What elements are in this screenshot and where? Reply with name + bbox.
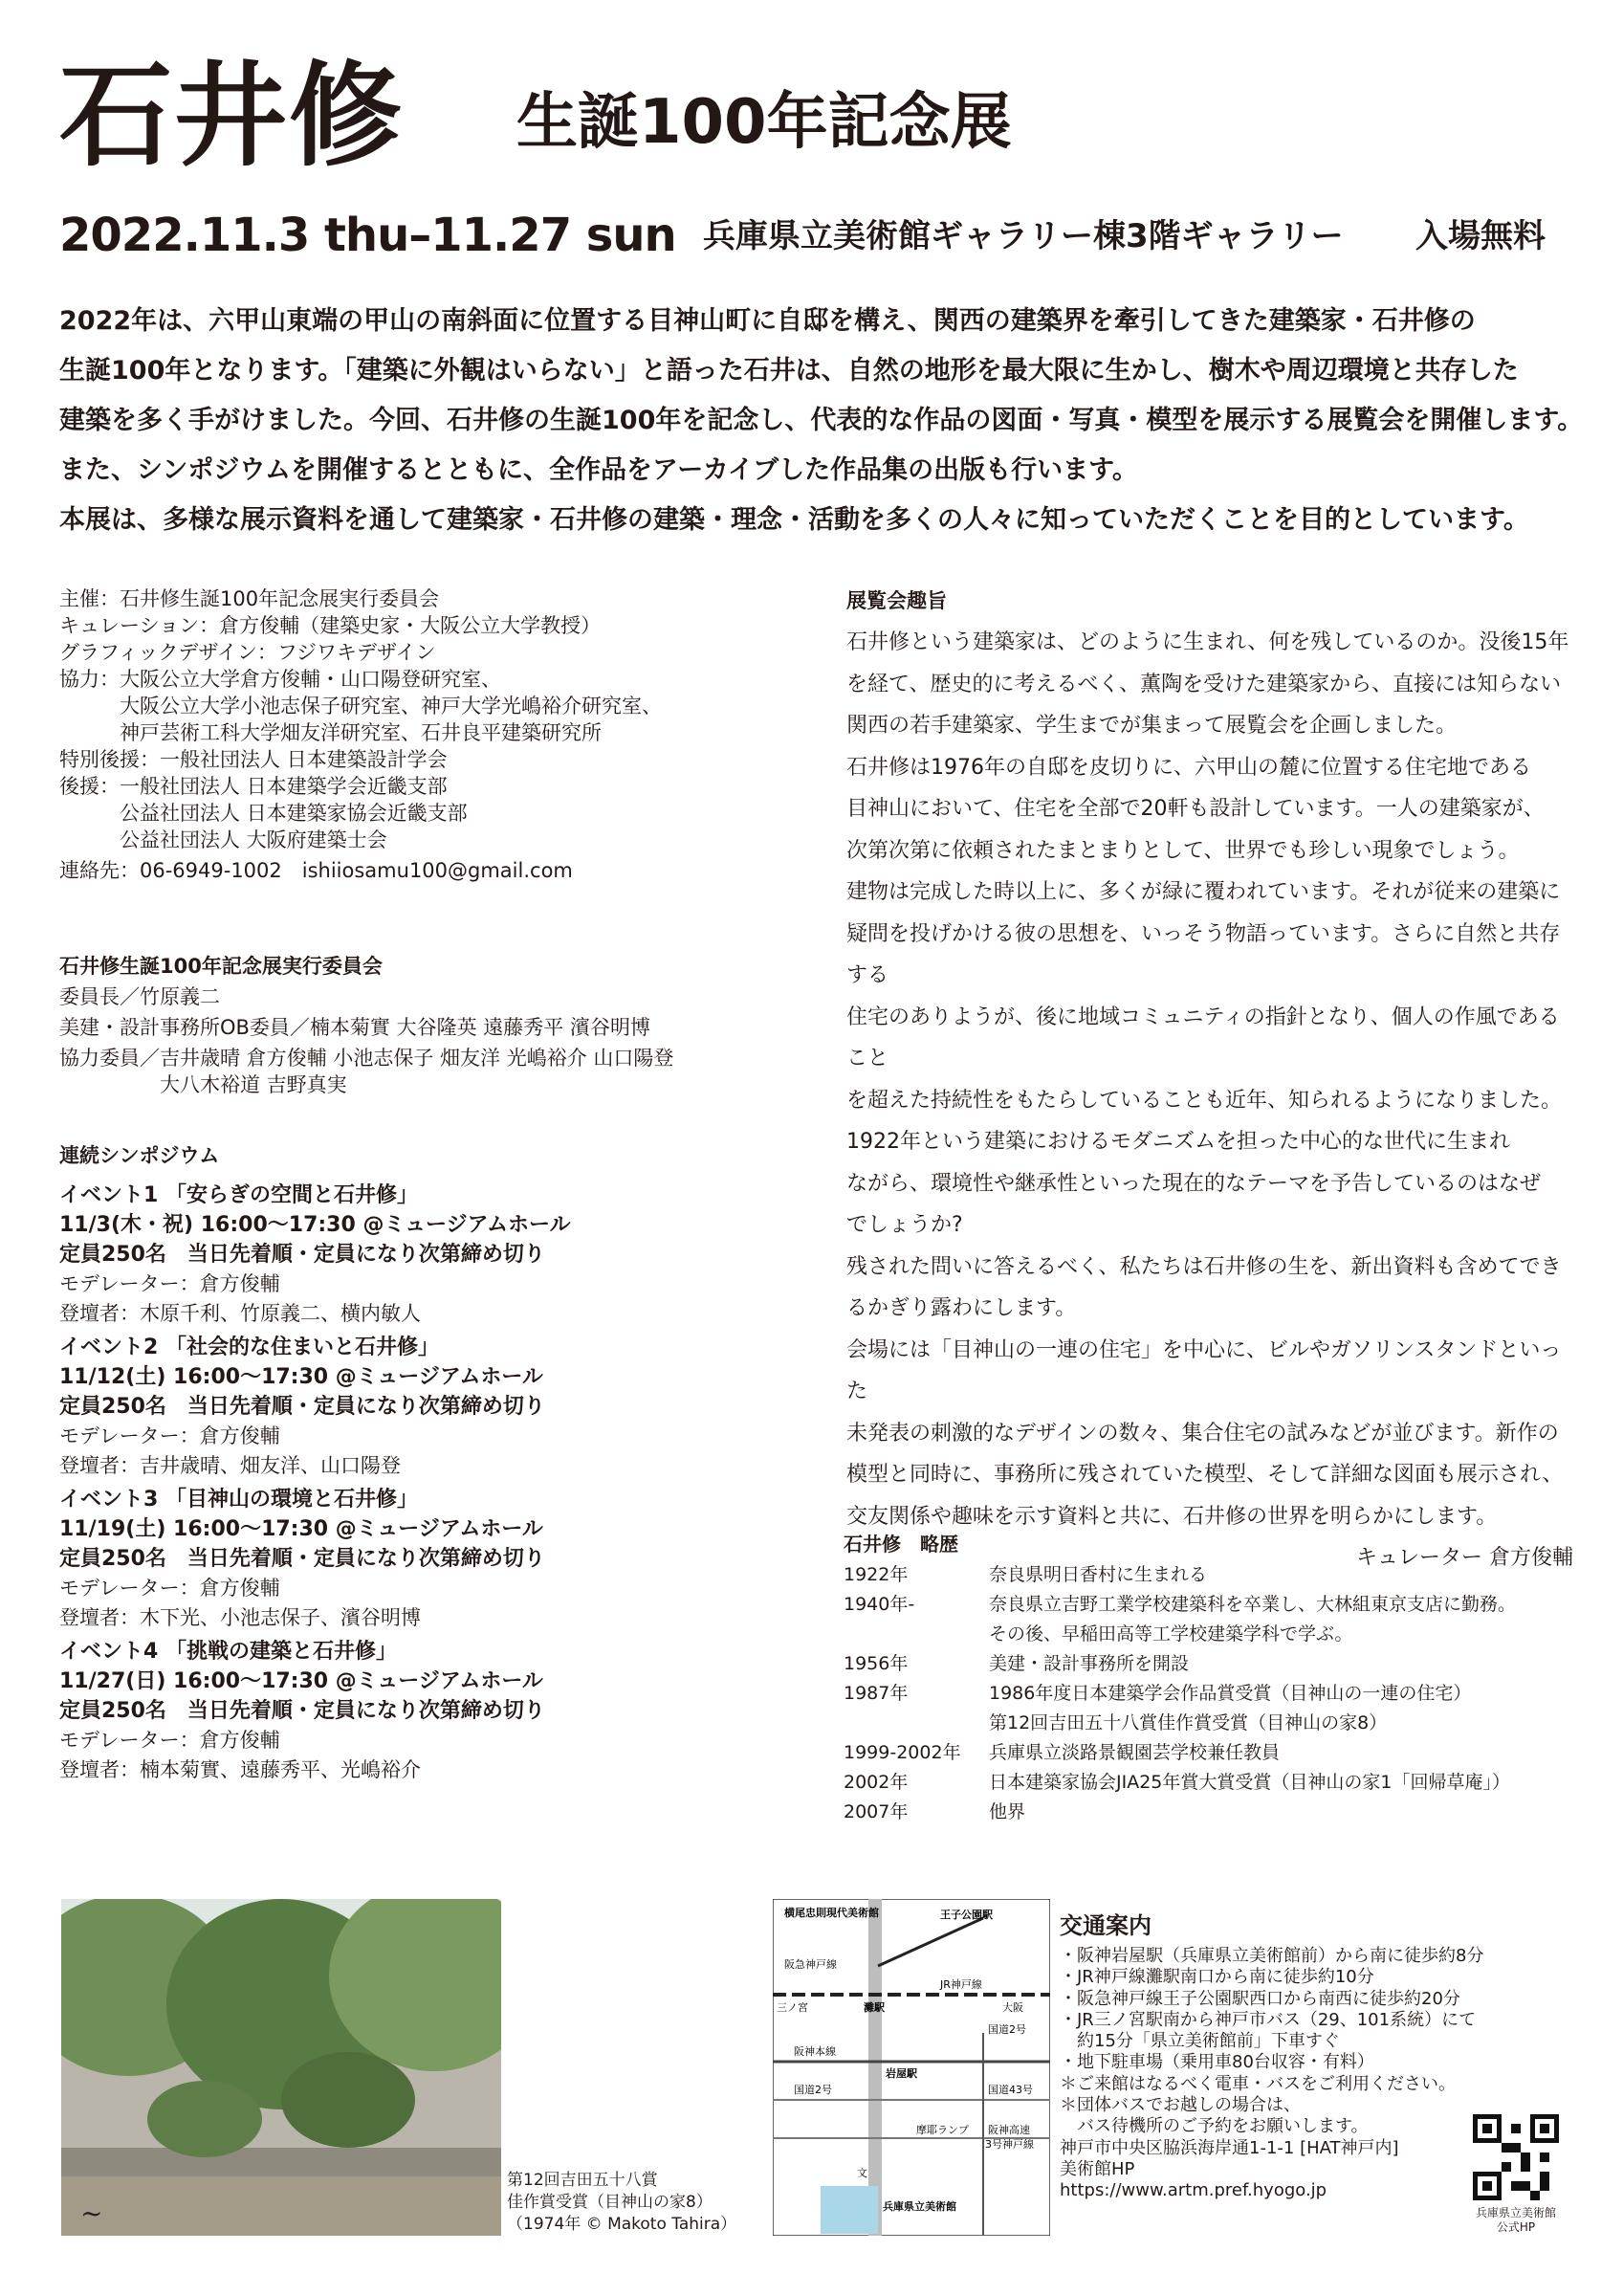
- map-label: 横尾忠則現代美術館: [784, 1907, 879, 1919]
- access-heading: 交通案内: [1060, 1912, 1151, 1939]
- credit-label: 協力：: [59, 668, 120, 691]
- bio-year: 1956年: [844, 1653, 909, 1674]
- committee-line: 美建・設計事務所OB委員／楠本菊實 大谷隆英 遠藤秀平 濱谷明博: [59, 1016, 650, 1039]
- curator-signature: キュレーター 倉方俊輔: [1356, 1546, 1573, 1570]
- concept-line: 未発表の刺激的なデザインの数々、集合住宅の試みなどが並びます。新作の: [846, 1421, 1559, 1446]
- map-label: 岩屋駅: [886, 2067, 917, 2080]
- concept-line: 住宅のありようが、後に地域コミュニティの指針となり、個人の作風であること: [846, 1004, 1560, 1071]
- museum-url-link[interactable]: https://www.artm.pref.hyogo.jp: [1060, 2180, 1327, 2201]
- bio-row: [844, 1620, 1516, 1649]
- bio-year: 2002年: [844, 1772, 909, 1793]
- event: [59, 1333, 786, 1481]
- event-capacity: 定員250名 当日先着順・定員になり次第締め切り: [59, 1243, 545, 1267]
- bio-text: 奈良県明日香村に生まれる: [989, 1564, 1208, 1585]
- intro-text: [59, 297, 1584, 545]
- contact-row: [59, 857, 786, 884]
- event-time: 11/12(土) 16:00～17:30 @ミュージアムホール: [59, 1365, 543, 1389]
- concept-line: 模型と同時に、事務所に残されていた模型、そして詳細な図面も展示され、: [846, 1463, 1564, 1487]
- access-line: 約15分「県立美術館前」下車すぐ: [1060, 2031, 1340, 2052]
- map-label: 阪神高速: [988, 2124, 1030, 2136]
- map-label: 3号神戸線: [985, 2138, 1034, 2151]
- access-line: ・阪神岩屋駅（兵庫県立美術館前）から南に徒歩約8分: [1060, 1946, 1484, 1966]
- concept-heading: 展覧会趣旨: [846, 589, 947, 612]
- event-time: 11/27(日) 16:00～17:30 @ミュージアムホール: [59, 1669, 543, 1693]
- bio-row: [844, 1679, 1516, 1709]
- exhibition-subtitle: 生誕100年記念展: [516, 87, 1012, 158]
- map-label: 灘駅: [864, 2001, 885, 2014]
- credit-value: 石井修生誕100年記念展実行委員会: [120, 587, 440, 610]
- access-line: ＊団体バスでお越しの場合は、: [1060, 2095, 1301, 2116]
- event: [59, 1181, 786, 1329]
- bio-row: [844, 1649, 1516, 1679]
- access-line: ・地下駐車場（乗用車80台収容・有料）: [1060, 2052, 1374, 2073]
- concept-line: 次第次第に依頼されたまとまりとして、世界でも珍しい現象でしょう。: [846, 838, 1520, 863]
- credit-value: 倉方俊輔（建築史家・大阪公立大学教授）: [219, 614, 602, 637]
- access-map: [773, 1899, 1050, 2236]
- bio-year: 2007年: [844, 1801, 909, 1822]
- map-label: 三ノ宮: [777, 2001, 808, 2014]
- bio-row: [844, 1798, 1516, 1827]
- event-speakers: 登壇者：楠本菊實、遠藤秀平、光嶋裕介: [59, 1758, 421, 1781]
- event-moderator: モデレーター：倉方俊輔: [59, 1729, 280, 1752]
- symposium: [59, 1140, 786, 1789]
- credit-value: フジワキデザイン: [276, 641, 436, 664]
- bio-year: 1999-2002年: [844, 1742, 961, 1763]
- event-capacity: 定員250名 当日先着順・定員になり次第締め切り: [59, 1547, 545, 1571]
- credit-value: 一般社団法人 日本建築設計学会: [160, 748, 448, 771]
- event-time: 11/19(土) 16:00～17:30 @ミュージアムホール: [59, 1517, 543, 1541]
- credit-label: 特別後援：: [59, 748, 160, 771]
- bio-row: [844, 1709, 1516, 1738]
- credits: [59, 585, 786, 884]
- intro-line: 生誕100年となります。「建築に外観はいらない」と語った石井は、自然の地形を最大限に生かし、樹木や周辺環境と共存した: [59, 356, 1519, 386]
- intro-line: 2022年は、六甲山東端の甲山の南斜面に位置する目神山町に自邸を構え、関西の建築界を牽引してきた建築家・石井修の: [59, 306, 1476, 336]
- concept-line: 残された問いに答えるべく、私たちは石井修の生を、新出資料も含めてでき: [846, 1254, 1562, 1279]
- event-title: イベント1 「安らぎの空間と石井修」: [59, 1183, 418, 1207]
- event-title: イベント2 「社会的な住まいと石井修」: [59, 1336, 439, 1359]
- concept-line: 会場には「目神山の一連の住宅」を中心に、ビルやガソリンスタンドといった: [846, 1337, 1562, 1403]
- qr-code-icon[interactable]: [1473, 2114, 1559, 2200]
- museum-hp-label: 美術館HP: [1060, 2158, 1135, 2179]
- map-label: 摩耶ランプ: [916, 2124, 969, 2136]
- event-time: 11/3(木・祝) 16:00～17:30 @ミュージアムホール: [59, 1213, 571, 1237]
- map-label: 兵庫県立美術館: [883, 2200, 956, 2213]
- bio-year: [844, 1620, 989, 1649]
- concept-line: 石井修という建築家は、どのように生まれ、何を残しているのか。没後15年: [846, 630, 1569, 654]
- symposium-heading: 連続シンポジウム: [59, 1144, 220, 1167]
- map-label: 王子公園駅: [940, 1909, 993, 1921]
- map-label: 国道43号: [988, 2084, 1033, 2096]
- bio-row: [844, 1738, 1516, 1768]
- biography: [844, 1529, 1570, 1827]
- credit-row: [59, 612, 786, 639]
- access-line: ・JR神戸線灘駅南口から南に徒歩約10分: [1060, 1967, 1374, 1988]
- credit-label: 後援：: [59, 775, 120, 798]
- intro-line: 建築を多く手がけました。今回、石井修の生誕100年を記念し、代表的な作品の図面・写真・模型を展示する展覧会を開催します。: [59, 406, 1584, 435]
- access-line: ・JR三ノ宮駅南から神戸市バス（29、101系統）にて: [1060, 2009, 1477, 2030]
- bio-text: 日本建築家協会JIA25年賞大賞受賞（目神山の家1「回帰草庵」）: [989, 1772, 1510, 1793]
- concept-line: ながら、環境性や継承性といった現在的なテーマを予告しているのはなぜ: [846, 1171, 1542, 1196]
- access-line: ＊ご来館はなるべく電車・バスをご利用ください。: [1060, 2073, 1456, 2094]
- concept-line: でしょうか?: [846, 1213, 963, 1237]
- intro-line: また、シンポジウムを開催するとともに、全作品をアーカイブした作品集の出版も行います。: [59, 455, 1138, 485]
- concept-line: 関西の若手建築家、学生までが集まって展覧会を企画しました。: [846, 714, 1458, 738]
- concept-line: 疑問を投げかける彼の思想を、いっそう物語っています。さらに自然と共存する: [846, 921, 1561, 987]
- access-map-svg: [773, 1899, 1050, 2236]
- house-photo-illustration: [61, 1899, 501, 2236]
- concept-line: 1922年という建築におけるモダニズムを担った中心的な世代に生まれ: [846, 1130, 1510, 1154]
- map-label: 阪急神戸線: [784, 1958, 837, 1971]
- qr-caption: 兵庫県立美術館 公式HP: [1475, 2206, 1556, 2234]
- credit-label: グラフィックデザイン：: [59, 641, 277, 664]
- event-speakers: 登壇者：木原千利、竹原義二、横内敏人: [59, 1302, 421, 1325]
- event-moderator: モデレーター：倉方俊輔: [59, 1577, 280, 1600]
- bio-year: [844, 1709, 989, 1738]
- access-line: バス待機所のご予約をお願いします。: [1060, 2116, 1369, 2137]
- credit-label: 連絡先：: [59, 859, 140, 882]
- photo-caption: 第12回吉田五十八賞 佳作賞受賞（目神山の家8） （1974年 © Makoto Tahira）: [507, 2171, 737, 2234]
- admission-badge: 入場無料: [1415, 217, 1546, 255]
- event: [59, 1485, 786, 1633]
- bio-text: 他界: [989, 1801, 1026, 1822]
- intro-line: 本展は、多様な展示資料を通して建築家・石井修の建築・理念・活動を多くの人々に知っていただくことを目的としています。: [59, 505, 1529, 535]
- concept: [846, 585, 1573, 1578]
- bio-year: 1987年: [844, 1683, 909, 1704]
- credit-label: 主催：: [59, 587, 120, 610]
- bio-heading: 石井修 略歴: [844, 1533, 958, 1556]
- committee: [59, 953, 786, 1098]
- bio-year: 1940年-: [844, 1594, 915, 1615]
- exhibition-name: 石井修: [59, 50, 405, 182]
- bio-row: [844, 1768, 1516, 1798]
- house-photo: [61, 1899, 501, 2236]
- credit-value: 大阪公立大学倉方俊輔・山口陽登研究室、 大阪公立大学小池志保子研究室、神戸大学光嶋裕介研究室、 神戸芸術工科大学畑友洋研究室、石井良平建築研究所: [120, 668, 662, 744]
- bio-text: 兵庫県立淡路景観園芸学校兼任教員: [989, 1742, 1281, 1763]
- concept-line: 建物は完成した時以上に、多くが緑に覆われています。それが従来の建築に: [846, 880, 1561, 904]
- museum-address: 神戸市中央区脇浜海岸通1-1-1 [HAT神戸内]: [1060, 2137, 1399, 2158]
- bio-text: 第12回吉田五十八賞佳作賞受賞（目神山の家8）: [989, 1712, 1388, 1733]
- map-label: JR神戸線: [940, 1978, 982, 1991]
- concept-line: を経て、歴史的に考えるべく、薫陶を受けた建築家から、直接には知らない: [846, 672, 1562, 696]
- svg-text:~: ~: [80, 2197, 103, 2229]
- credit-row: [59, 585, 786, 612]
- event-capacity: 定員250名 当日先着順・定員になり次第締め切り: [59, 1395, 545, 1419]
- bio-row: [844, 1590, 1516, 1620]
- committee-heading: 石井修生誕100年記念展実行委員会: [59, 955, 383, 978]
- event-moderator: モデレーター：倉方俊輔: [59, 1272, 280, 1295]
- bio-text: 1986年度日本建築学会作品賞受賞（目神山の一連の住宅）: [989, 1683, 1472, 1704]
- committee-line: 委員長／竹原義二: [59, 985, 220, 1008]
- concept-line: るかぎり露わにします。: [846, 1296, 1077, 1320]
- credit-value: 一般社団法人 日本建築学会近畿支部 公益社団法人 日本建築家協会近畿支部 公益社団法人 大阪府建築士会: [120, 775, 468, 851]
- map-label: 文: [857, 2167, 867, 2179]
- map-label: 国道2号: [988, 2023, 1026, 2036]
- event-speakers: 登壇者：木下光、小池志保子、濱谷明博: [59, 1606, 421, 1629]
- event-title: イベント4 「挑戦の建築と石井修」: [59, 1640, 397, 1664]
- concept-body: [846, 622, 1573, 1537]
- credit-row: [59, 773, 786, 853]
- map-label: 国道2号: [794, 2084, 832, 2096]
- concept-line: 交友関係や趣味を示す資料と共に、石井修の世界を明らかにします。: [846, 1504, 1498, 1529]
- map-label: 阪神本線: [794, 2045, 836, 2058]
- credit-label: キュレーション：: [59, 614, 220, 637]
- venue: 兵庫県立美術館ギャラリー棟3階ギャラリー: [703, 217, 1344, 255]
- bio-text: その後、早稲田高等工学校建築学科で学ぶ。: [989, 1623, 1353, 1645]
- credit-row: [59, 746, 786, 773]
- committee-line: 大八木裕道 吉野真実: [59, 1073, 347, 1096]
- concept-line: 目神山において、住宅を全部で20軒も設計しています。一人の建築家が、: [846, 797, 1545, 821]
- bio-year: 1922年: [844, 1564, 909, 1585]
- contact-value: 06-6949-1002 ishiiosamu100@gmail.com: [140, 859, 573, 882]
- bio-text: 美建・設計事務所を開設: [989, 1653, 1190, 1674]
- access-line: ・阪急神戸線王子公園駅西口から南西に徒歩約20分: [1060, 1988, 1460, 2009]
- bio-row: [844, 1560, 1516, 1590]
- bio-table: [844, 1560, 1516, 1827]
- credit-row: [59, 666, 786, 746]
- exhibition-dates: 2022.11.3 thu–11.27 sun: [59, 209, 676, 262]
- committee-line: 協力委員／吉井歳晴 倉方俊輔 小池志保子 畑友洋 光嶋裕介 山口陽登: [59, 1047, 674, 1070]
- concept-line: を超えた持続性をもたらしていることも近年、知られるようになりました。: [846, 1088, 1563, 1113]
- bio-text: 奈良県立吉野工業学校建築科を卒業し、大林組東京支店に勤務。: [989, 1594, 1517, 1615]
- event-speakers: 登壇者：吉井歳晴、畑友洋、山口陽登: [59, 1454, 401, 1477]
- concept-line: 石井修は1976年の自邸を皮切りに、六甲山の麓に位置する住宅地である: [846, 755, 1531, 780]
- event-title: イベント3 「目神山の環境と石井修」: [59, 1488, 418, 1512]
- event-moderator: モデレーター：倉方俊輔: [59, 1424, 280, 1447]
- credit-row: [59, 639, 786, 666]
- map-label: 大阪: [1002, 2001, 1023, 2014]
- event-capacity: 定員250名 当日先着順・定員になり次第締め切り: [59, 1699, 545, 1723]
- event: [59, 1637, 786, 1785]
